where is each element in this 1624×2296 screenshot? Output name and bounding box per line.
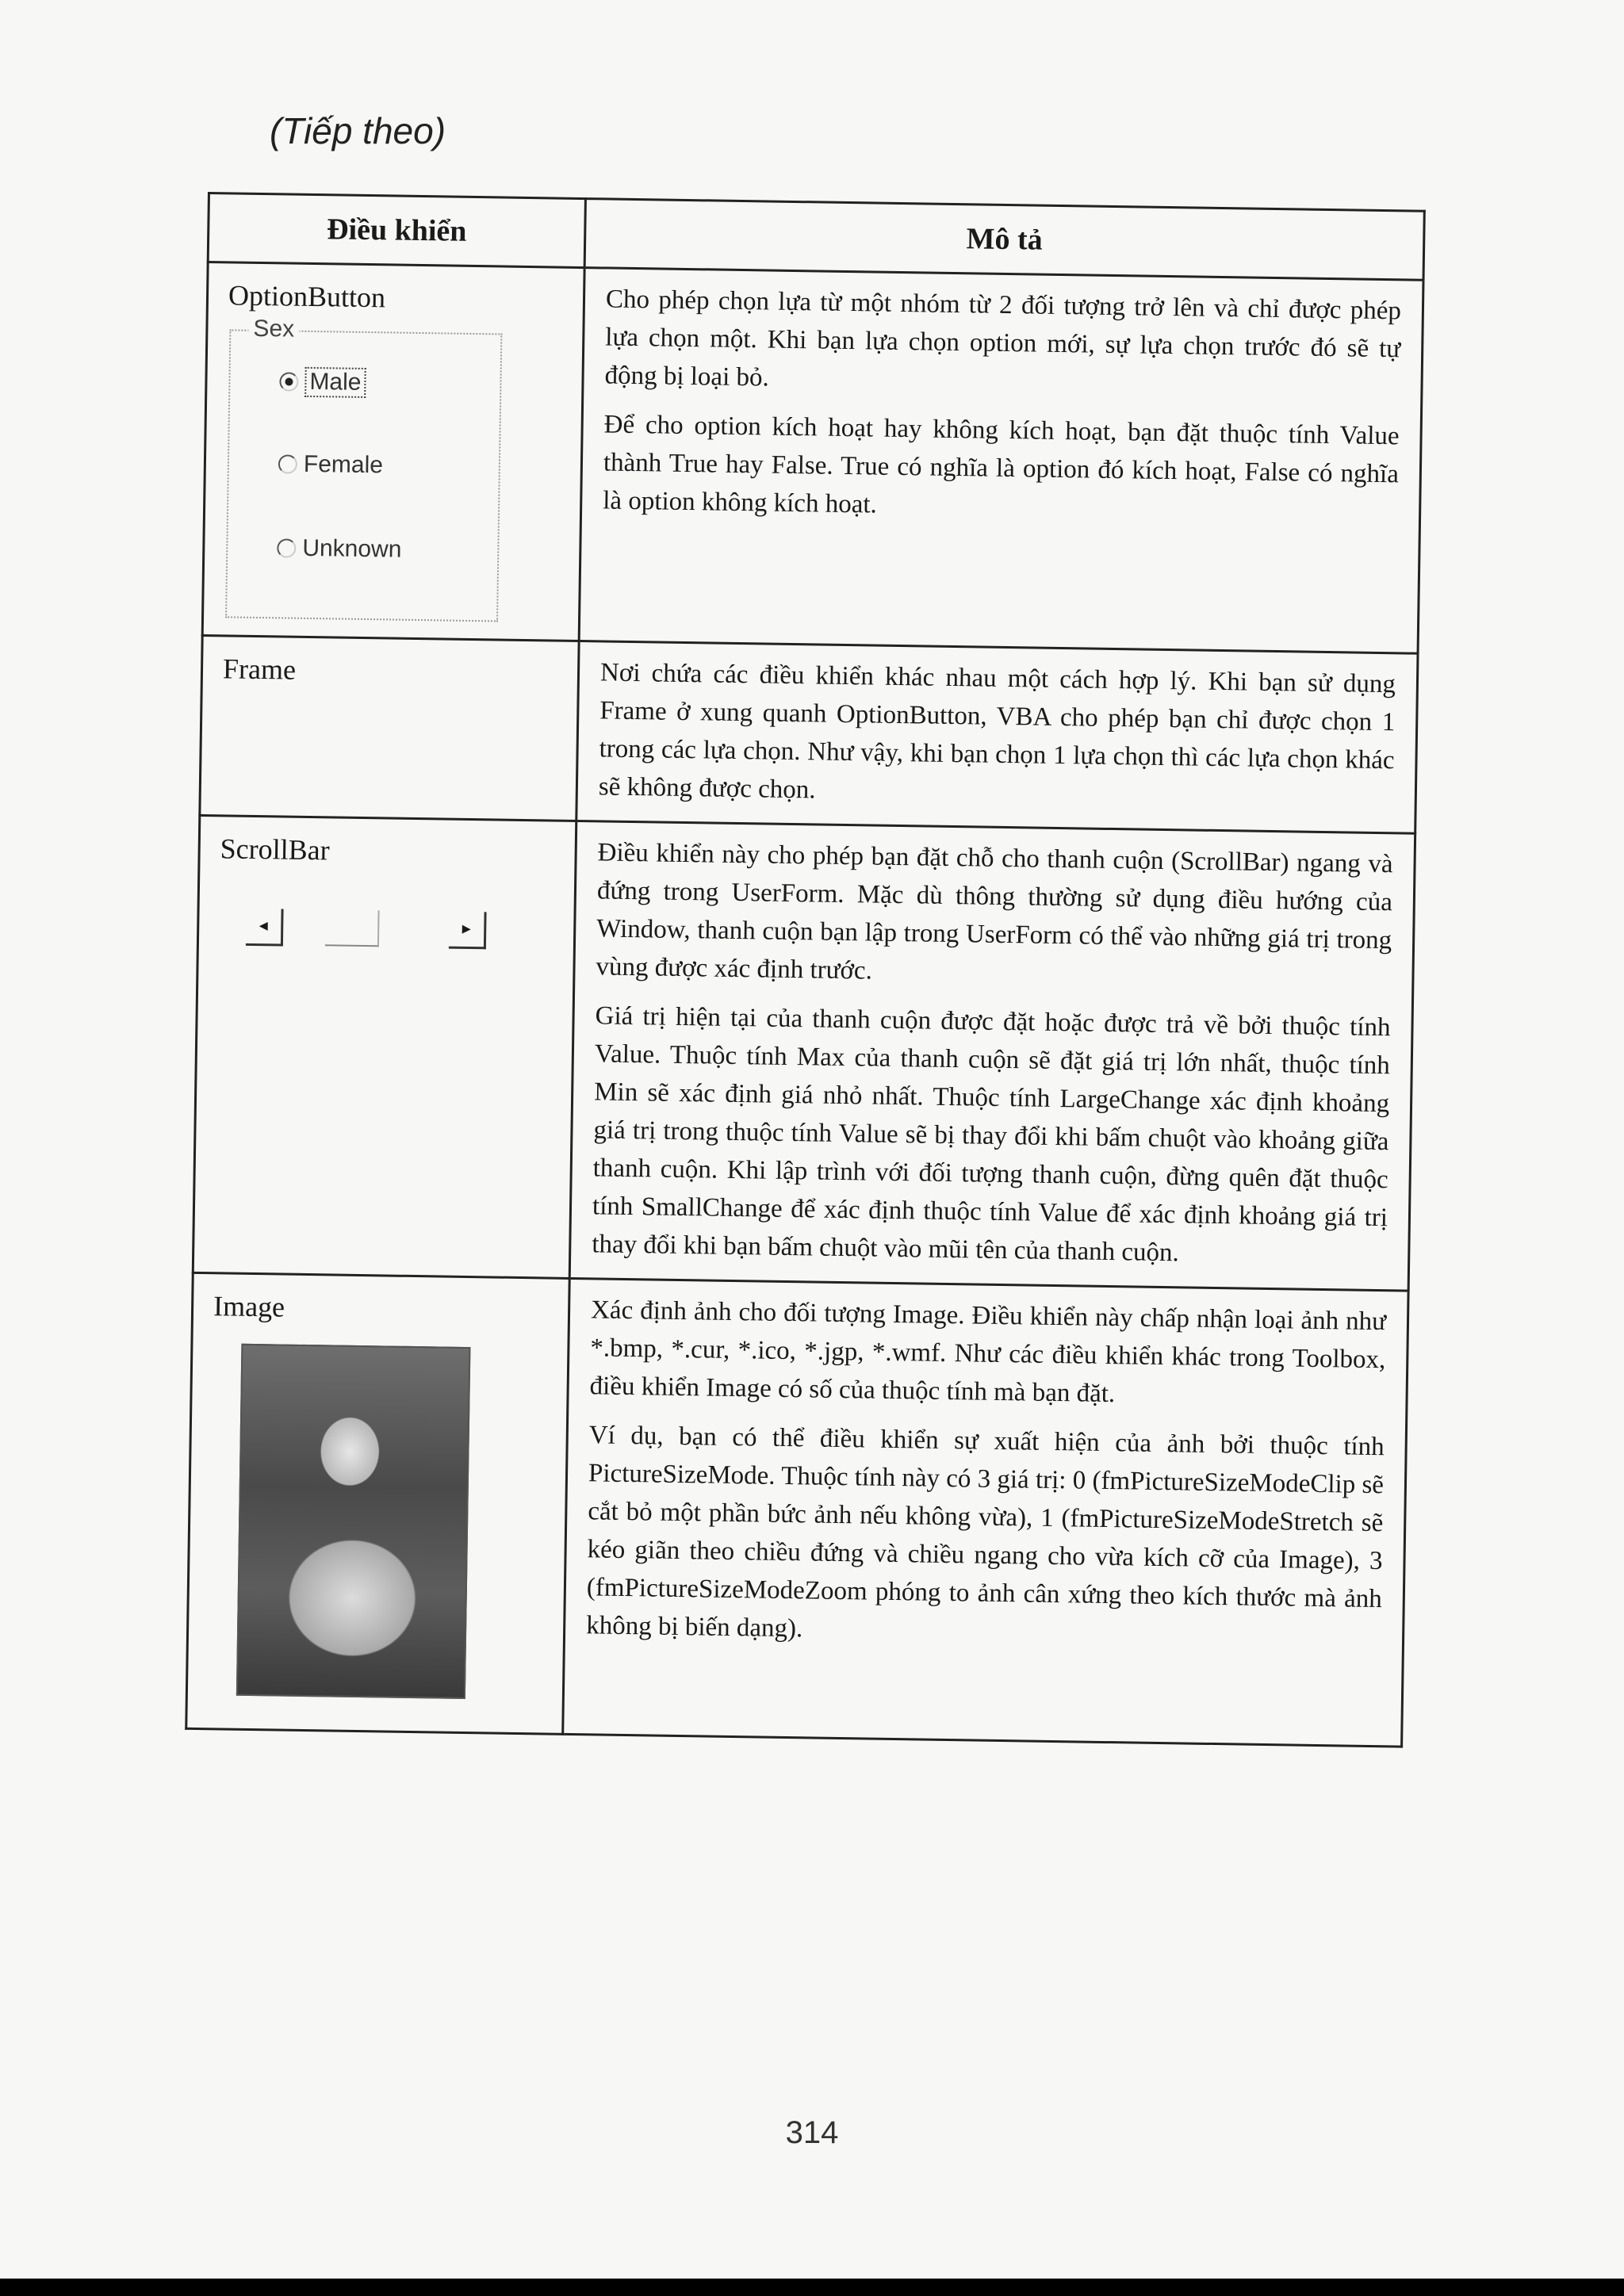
- left-arrow-icon[interactable]: ◂: [246, 909, 284, 947]
- control-cell: [193, 815, 576, 1278]
- control-name: ScrollBar: [220, 832, 330, 867]
- sample-photo: [236, 1344, 471, 1699]
- control-name: OptionButton: [228, 279, 386, 314]
- table-row: [200, 635, 1418, 833]
- option-label: Male: [304, 367, 366, 398]
- scrollbar-sample: [246, 893, 516, 960]
- description-paragraph: Nơi chứa các điều khiển khác nhau một cách hợp lý. Khi bạn sử dụng Frame ở xung quanh OptionButton, VBA cho phép bạn chỉ được chọn 1 trong các lựa chọn. Như vậy, khi bạn chọn 1 lựa chọn thì các lựa chọn khác sẽ không được chọn.: [598, 658, 1396, 805]
- option-label: Unknown: [302, 534, 402, 563]
- radio-selected-icon: [279, 372, 298, 391]
- table-row: [202, 262, 1423, 654]
- header-control: Điều khiển: [208, 193, 585, 268]
- option-female[interactable]: [278, 450, 384, 479]
- description-paragraph: Ví dụ, bạn có thể điều khiển sự xuất hiện của ảnh bởi thuộc tính PictureSizeMode. Thuộc tính này có 3 giá trị: 0 (fmPictureSizeModeClip sẽ cắt bỏ một phần bức ảnh nếu không vừa), 1 (fmPictureSizeModeStretch sẽ kéo giãn theo chiều đứng và chiều ngang cho vừa kích cỡ của Image), 3 (fmPictureSizeModeZoom phóng to ảnh cân xứng theo kích thước mà ảnh không bị biến dạng).: [585, 1421, 1385, 1644]
- control-cell: [186, 1272, 569, 1734]
- scan-edge: [0, 2279, 1624, 2296]
- control-name: Image: [213, 1290, 285, 1323]
- radio-icon: [278, 454, 297, 473]
- description-cell: [579, 268, 1423, 654]
- control-cell: [200, 635, 579, 821]
- option-label: Female: [303, 450, 384, 479]
- description-cell: [576, 641, 1418, 834]
- description-cell: [563, 1278, 1408, 1747]
- option-frame-sample: [225, 315, 502, 622]
- frame-legend: Sex: [248, 316, 299, 343]
- page-number: 314: [785, 2115, 839, 2150]
- controls-table: [185, 192, 1426, 1748]
- header-description: Mô tả: [584, 199, 1424, 281]
- scrollbar-track[interactable]: [325, 909, 380, 947]
- option-unknown[interactable]: [277, 534, 402, 563]
- continued-label: (Tiếp theo): [270, 110, 446, 151]
- control-name: Frame: [222, 652, 297, 686]
- right-arrow-icon[interactable]: ▸: [449, 912, 487, 950]
- table-row: [193, 815, 1415, 1291]
- radio-icon: [277, 538, 296, 557]
- control-cell: [202, 262, 584, 641]
- description-paragraph: Giá trị hiện tại của thanh cuộn được đặt hoặc được trả về bởi thuộc tính Value. Thuộc tính Max của thanh cuộn sẽ đặt giá trị lớn nhất, thuộc tính Min sẽ xác định giá nhỏ nhất. Thuộc tính LargeChange xác định khoảng giá trị trong thuộc tính Value sẽ bị thay đổi khi bấm chuột vào khoảng giữa thanh cuộn. Khi lập trình với đối tượng thanh cuộn, đừng quên đặt thuộc tính SmallChange để xác định thuộc tính Value để xác định khoảng giá trị thay đổi khi bạn bấm chuột vào mũi tên của thanh cuộn.: [592, 1001, 1391, 1268]
- option-male[interactable]: [279, 366, 366, 398]
- description-paragraph: Để cho option kích hoạt hay không kích hoạt, bạn đặt thuộc tính Value thành True hay False. True có nghĩa là option đó kích hoạt, False có nghĩa là option không kích hoạt.: [603, 410, 1400, 519]
- description-paragraph: Điều khiển này cho phép bạn đặt chỗ cho thanh cuộn (ScrollBar) ngang và đứng trong UserForm. Mặc dù thông thường sử dụng điều hướng của Window, thanh cuộn bạn lập trong UserForm có thể vào những giá trị trong vùng được xác định trước.: [596, 838, 1393, 985]
- table-row: [186, 1272, 1408, 1747]
- description-paragraph: Cho phép chọn lựa từ một nhóm từ 2 đối tượng trở lên và chỉ được phép lựa chọn một. Khi bạn lựa chọn option mới, sự lựa chọn trước đó sẽ tự động bị loại bỏ.: [604, 285, 1402, 392]
- description-cell: [569, 821, 1415, 1291]
- description-paragraph: Xác định ảnh cho đối tượng Image. Điều khiển này chấp nhận loại ảnh như *.bmp, *.cur, *.ico, *.jgp, *.wmf. Như các điều khiển khác trong Toolbox, điều khiển Image có số của thuộc tính mà bạn đặt.: [589, 1295, 1387, 1409]
